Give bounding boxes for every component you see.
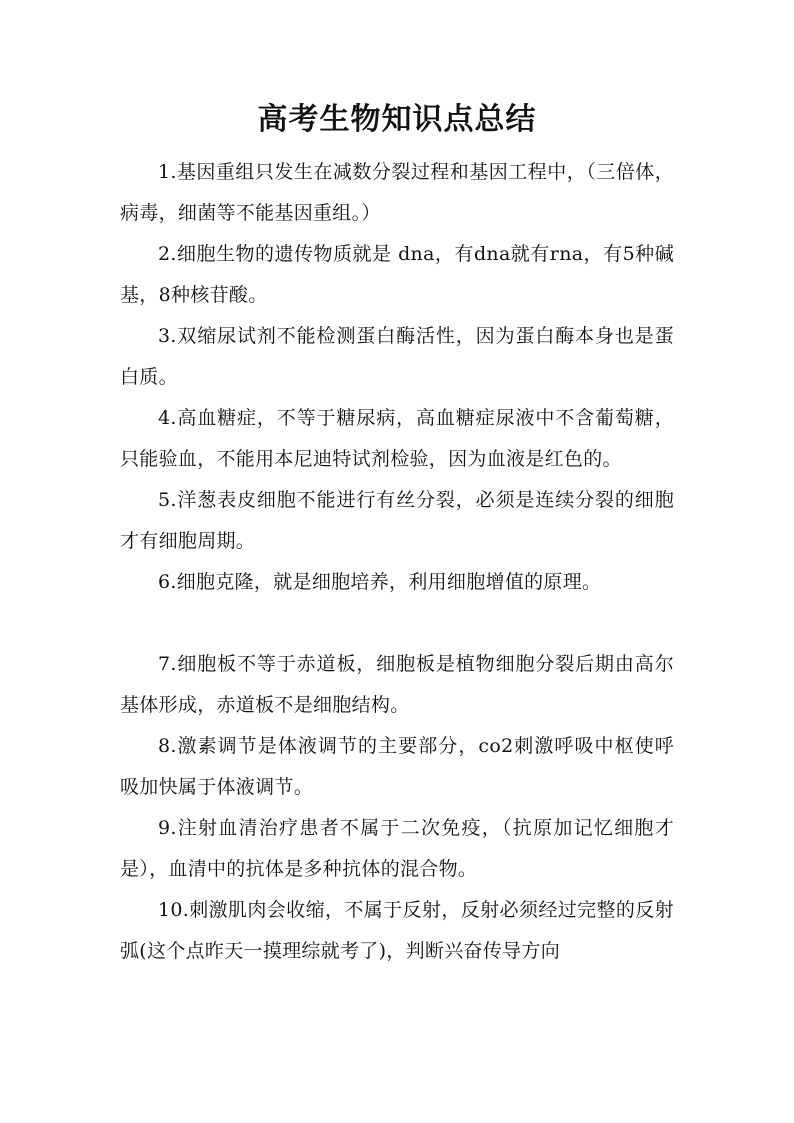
paragraph-7: 7.细胞板不等于赤道板，细胞板是植物细胞分裂后期由高尔基体形成，赤道板不是细胞结构。 xyxy=(120,653,674,716)
paragraph-10: 10.刺激肌肉会收缩，不属于反射，反射必须经过完整的反射弧(这个点昨天一摸理综就考了)，判断兴奋传导方向 xyxy=(120,899,674,962)
paragraph-6: 6.细胞克隆，就是细胞培养，利用细胞增值的原理。 xyxy=(158,571,602,593)
paragraph-3: 3.双缩尿试剂不能检测蛋白酶活性，因为蛋白酶本身也是蛋白质。 xyxy=(120,325,674,388)
paragraph-spacer xyxy=(120,603,674,644)
document-body xyxy=(120,152,674,972)
document-title: 高考生物知识点总结 xyxy=(257,102,537,137)
paragraph-1: 1.基因重组只发生在减数分裂过程和基因工程中，（三倍体，病毒，细菌等不能基因重组。） xyxy=(120,161,674,224)
paragraph-2: 2.细胞生物的遗传物质就是 dna，有dna就有rna，有5种碱基，8种核苷酸。 xyxy=(120,243,674,306)
paragraph-4: 4.高血糖症，不等于糖尿病，高血糖症尿液中不含葡萄糖，只能验血，不能用本尼迪特试剂检验，因为血液是红色的。 xyxy=(120,407,674,470)
paragraph-5: 5.洋葱表皮细胞不能进行有丝分裂，必须是连续分裂的细胞才有细胞周期。 xyxy=(120,489,674,552)
paragraph-8: 8.激素调节是体液调节的主要部分，co2刺激呼吸中枢使呼吸加快属于体液调节。 xyxy=(120,735,674,798)
paragraph-9: 9.注射血清治疗患者不属于二次免疫，（抗原加记忆细胞才是），血清中的抗体是多种抗体的混合物。 xyxy=(120,817,674,880)
